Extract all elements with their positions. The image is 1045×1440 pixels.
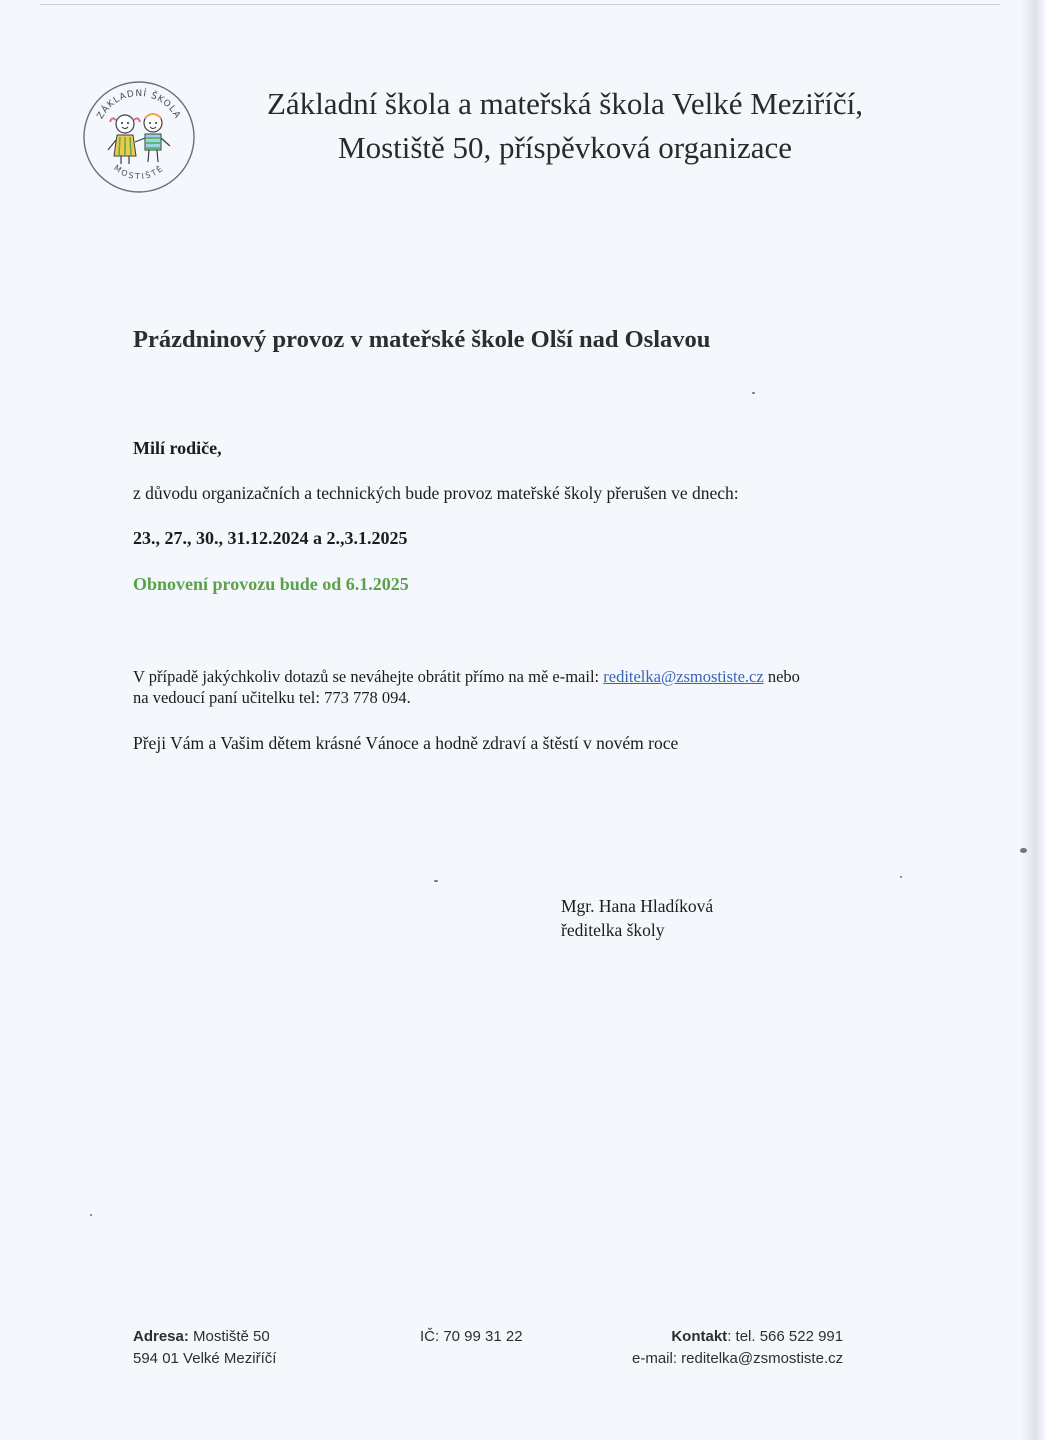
footer-contact-email: e-mail: reditelka@zsmostiste.cz bbox=[632, 1350, 844, 1367]
footer-address-line1: Mostiště 50 bbox=[193, 1328, 270, 1345]
svg-text:MOSTIŠTĚ bbox=[112, 162, 166, 181]
notice-heading: Prázdninový provoz v mateřské škole Olší nad Oslavou bbox=[133, 326, 711, 353]
contact-line2: na vedoucí paní učitelku tel: 773 778 094. bbox=[133, 688, 411, 707]
signature-name: Mgr. Hana Hladíková bbox=[561, 896, 714, 916]
scan-speck bbox=[90, 1214, 92, 1216]
footer-address bbox=[133, 1326, 276, 1370]
footer-contact-phone: : tel. 566 522 991 bbox=[727, 1328, 844, 1345]
school-name-line2: Mostiště 50, příspěvková organizace bbox=[338, 130, 792, 165]
intro-text: z důvodu organizačních a technických bude provoz mateřské školy přerušen ve dnech: bbox=[133, 483, 739, 503]
scan-speck bbox=[900, 876, 902, 878]
closure-dates: 23., 27., 30., 31.12.2024 a 2.,3.1.2025 bbox=[133, 528, 408, 548]
school-logo bbox=[82, 80, 196, 194]
contact-text-before: V případě jakýchkoliv dotazů se neváhejte obrátit přímo na mě e-mail: bbox=[133, 667, 604, 686]
footer-address-line2: 594 01 Velké Meziříčí bbox=[133, 1350, 277, 1367]
scan-speck bbox=[434, 880, 438, 882]
svg-text:ZÁKLADNÍ ŠKOLA bbox=[96, 87, 183, 121]
logo-ring-text-bottom: MOSTIŠTĚ bbox=[112, 163, 166, 182]
logo-girl-figure bbox=[108, 115, 140, 164]
signature-block bbox=[561, 894, 713, 942]
scan-speck bbox=[752, 392, 755, 394]
contact-paragraph bbox=[133, 666, 893, 708]
footer-contact-label: Kontakt bbox=[671, 1328, 728, 1345]
resume-date-notice: Obnovení provozu bude od 6.1.2025 bbox=[133, 574, 409, 594]
school-name-line1: Základní škola a mateřská škola Velké Meziříčí, bbox=[267, 86, 863, 121]
scan-speck bbox=[1020, 848, 1027, 853]
logo-ring-text-top: ZÁKLADNÍ ŠKOLA bbox=[95, 88, 183, 121]
greeting: Milí rodiče, bbox=[133, 438, 222, 458]
scan-edge-shadow bbox=[1021, 0, 1045, 1440]
holiday-wishes: Přeji Vám a Vašim dětem krásné Vánoce a hodně zdraví a štěstí v novém roce bbox=[133, 733, 679, 753]
contact-text-after: nebo bbox=[763, 667, 800, 686]
school-name-header bbox=[200, 82, 930, 170]
email-link[interactable]: reditelka@zsmostiste.cz bbox=[603, 667, 764, 686]
footer-contact bbox=[632, 1326, 843, 1370]
signature-role: ředitelka školy bbox=[561, 920, 665, 940]
page-top-edge bbox=[40, 4, 1000, 5]
footer-address-label: Adresa: bbox=[133, 1328, 189, 1345]
footer-ic: IČ: 70 99 31 22 bbox=[420, 1328, 523, 1345]
